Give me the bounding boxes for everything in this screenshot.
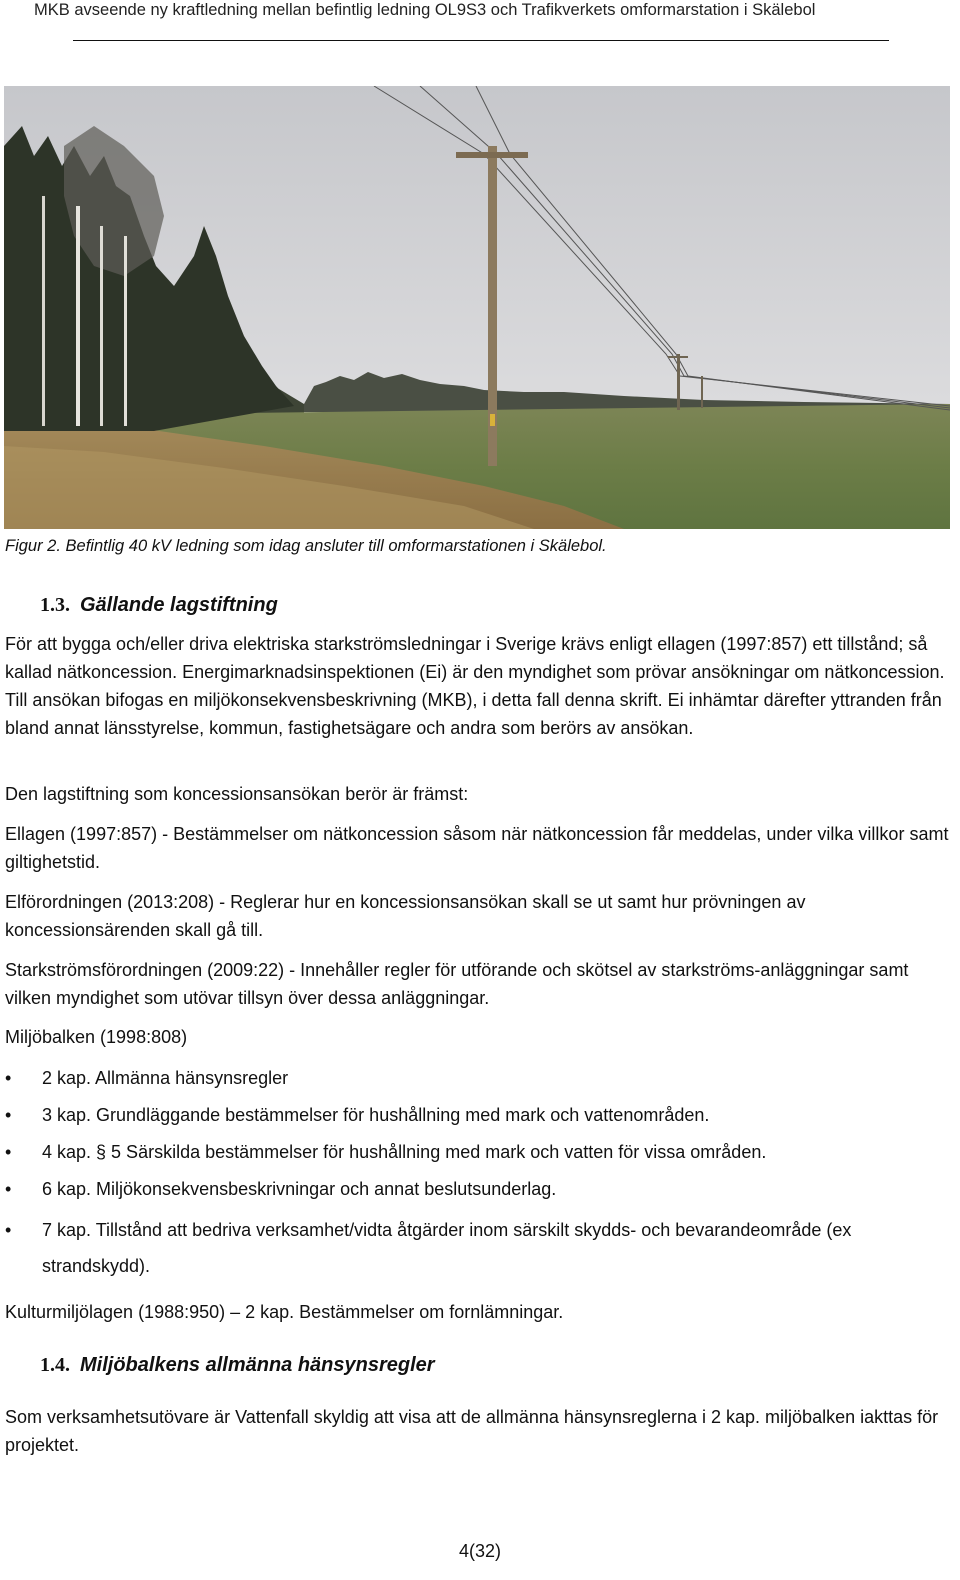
distant-pole-1	[677, 354, 680, 410]
intro-paragraph: För att bygga och/eller driva elektriska starkströmsledningar i Sverige krävs enligt ellagen (1997:857) ett tillstånd; så kallad nätkoncession. Energimarknadsinspektionen (Ei) är den myndighet som prövar ansökningar om nätkoncession. Till ansökan bifogas en miljökonsekvensbeskrivning (MKB), i detta fall denna skrift. Ei inhämtar därefter yttranden från bland annat länsstyrelse, kommun, fastighetsägare och andra som berörs av ansökan.	[5, 634, 945, 738]
ellagen-paragraph: Ellagen (1997:857) - Bestämmelser om nätkoncession såsom när nätkoncession får meddelas, under vilka villkor samt giltighetstid.	[5, 824, 949, 872]
power-line-field-photo	[4, 86, 950, 529]
hansyn-paragraph: Som verksamhetsutövare är Vattenfall skyldig att visa att de allmänna hänsynsreglerna i 2 kap. miljöbalken iakttas för projektet.	[5, 1407, 939, 1455]
figure-caption: Figur 2. Befintlig 40 kV ledning som idag ansluter till omformarstationen i Skälebol.	[5, 537, 607, 555]
distant-pole-2	[701, 376, 703, 408]
list-item	[5, 1212, 950, 1284]
starkstrom-paragraph: Starkströmsförordningen (2009:22) - Innehåller regler för utförande och skötsel av starkströms-anläggningar samt vilken myndighet som utövar tillsyn över dessa anläggningar.	[5, 960, 909, 1008]
section-heading-1-4	[40, 1354, 435, 1377]
list-item	[5, 1138, 950, 1166]
bullet-icon: •	[5, 1068, 12, 1088]
miljobalken-paragraph: Miljöbalken (1998:808)	[5, 1027, 188, 1047]
birch-trunk-1	[76, 206, 80, 426]
main-pole-sign	[490, 414, 495, 426]
birch-trunk-2	[100, 226, 103, 426]
page-number: 4(32)	[458, 1541, 502, 1561]
distant-pole-1-arm	[668, 356, 688, 358]
section-title: Miljöbalkens allmänna hänsynsregler	[80, 1354, 435, 1376]
section-title: Gällande lagstiftning	[80, 594, 278, 616]
list-item-text: 6 kap. Miljökonsekvensbeskrivningar och annat beslutsunderlag.	[42, 1179, 557, 1199]
bullet-icon: •	[5, 1220, 12, 1240]
document-title: MKB avseende ny kraftledning mellan befintlig ledning OL9S3 och Trafikverkets omformarstation i Skälebol	[34, 1, 816, 19]
lead-paragraph: Den lagstiftning som koncessionsansökan berör är främst:	[5, 784, 469, 804]
miljobalken-bullet-list	[5, 1064, 950, 1284]
figure-photo	[4, 86, 950, 529]
header-rule	[73, 40, 889, 41]
list-item	[5, 1175, 950, 1203]
list-item-text: 7 kap. Tillstånd att bedriva verksamhet/vidta åtgärder inom särskilt skydds- och bevarandeområde (ex strandskydd).	[42, 1220, 852, 1276]
section-number: 1.3.	[40, 594, 70, 616]
bullet-icon: •	[5, 1179, 12, 1199]
bullet-icon: •	[5, 1105, 12, 1125]
elforordningen-paragraph: Elförordningen (2013:208) - Reglerar hur en koncessionsansökan skall se ut samt hur prövningen av koncessionsärenden skall gå till.	[5, 892, 806, 940]
list-item-text: 2 kap. Allmänna hänsynsregler	[42, 1068, 289, 1088]
section-heading-1-3	[40, 594, 278, 617]
section-number: 1.4.	[40, 1354, 70, 1376]
list-item	[5, 1101, 950, 1129]
list-item-text: 4 kap. § 5 Särskilda bestämmelser för hushållning med mark och vatten för vissa områden.	[42, 1142, 767, 1162]
birch-trunk-4	[42, 196, 45, 426]
main-pole-crossarm	[456, 152, 528, 158]
birch-trunk-3	[124, 236, 127, 426]
list-item	[5, 1064, 950, 1092]
kulturmiljo-paragraph: Kulturmiljölagen (1988:950) – 2 kap. Bestämmelser om fornlämningar.	[5, 1302, 564, 1322]
list-item-text: 3 kap. Grundläggande bestämmelser för hushållning med mark och vattenområden.	[42, 1105, 710, 1125]
page-header	[0, 0, 960, 44]
bullet-icon: •	[5, 1142, 12, 1162]
